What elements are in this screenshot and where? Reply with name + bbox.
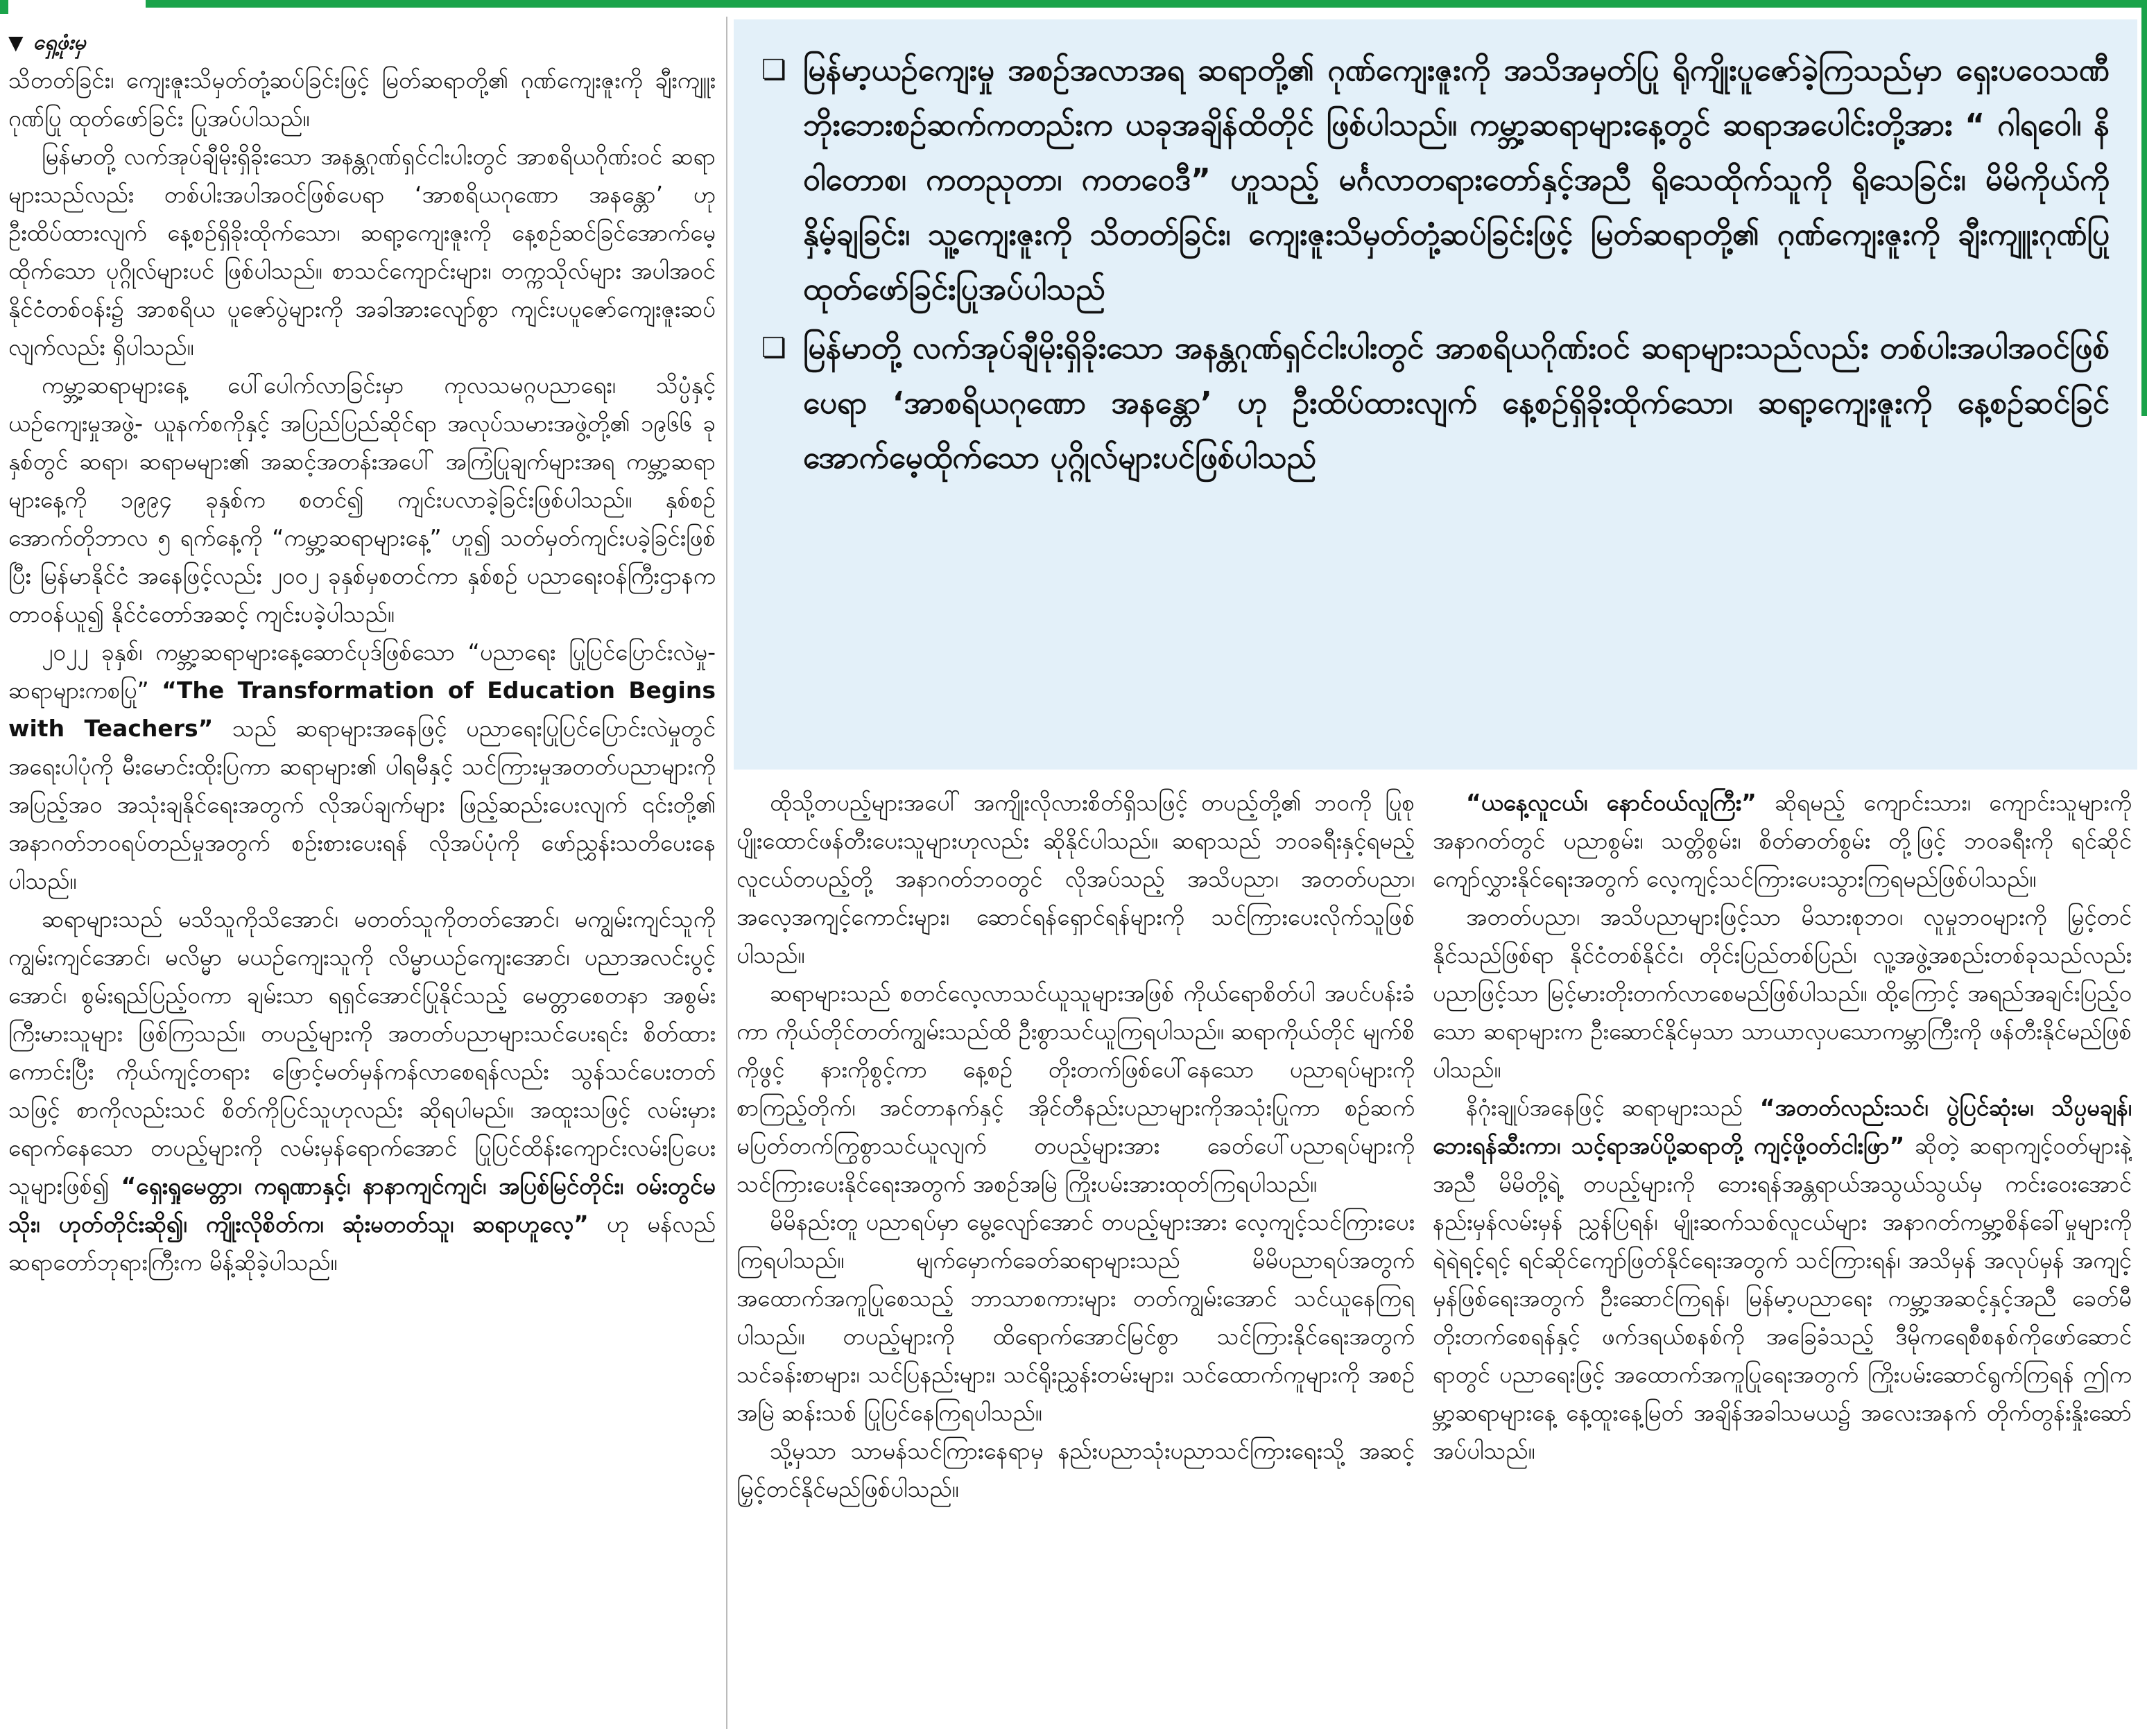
checkbox-bullet-icon: ❏ <box>761 332 786 364</box>
column-3 <box>1433 783 2132 1733</box>
paragraph: ကမ္ဘာ့ဆရာများနေ့ ပေါ်ပေါက်လာခြင်းမှာ ကုလသမဂ္ဂပညာရေး၊ သိပ္ပံနှင့် ယဉ်ကျေးမှုအဖွဲ့- ယူနက်စကိုနှင့် အပြည်ပြည်ဆိုင်ရာ အလုပ်သမားအဖွဲ့တို့၏ ၁၉၆၆ ခုနှစ်တွင် ဆရာ၊ ဆရာမများ၏ အဆင့်အတန်းအပေါ် အကြံပြုချက်များအရ ကမ္ဘာ့ဆရာများနေ့ကို ၁၉၉၄ ခုနှစ်က စတင်၍ ကျင်းပလာခဲ့ခြင်းဖြစ်ပါသည်။ နှစ်စဉ် အောက်တိုဘာလ ၅ ရက်နေ့ကို “ကမ္ဘာ့ဆရာများနေ့” ဟူ၍ သတ်မှတ်ကျင်းပခဲ့ခြင်းဖြစ်ပြီး မြန်မာနိုင်ငံ အနေဖြင့်လည်း ၂၀၀၂ ခုနှစ်မှစတင်ကာ နှစ်စဉ် ပညာရေးဝန်ကြီးဌာနက တာဝန်ယူ၍ နိုင်ငံတော်အဆင့် ကျင်းပခဲ့ပါသည်။ <box>8 372 716 627</box>
top-green-rule-left <box>0 0 8 14</box>
column-2 <box>736 783 1415 1733</box>
text-run: ဆိုတဲ့ ဆရာကျင့်ဝတ်များနဲ့အညီ မိမိတို့ရဲ့ တပည့်များကို ဘေးရန်အန္တရာယ်အသွယ်သွယ်မှ ကင်းဝေးအောင် နည်းမှန်လမ်းမှန် ညွှန်ပြရန်၊ မျိုးဆက်သစ်လူငယ်များ အနာဂတ်ကမ္ဘာ့စိန်ခေါ်မှုများကို ရဲရဲရင့်ရင့် ရင်ဆိုင်ကျော်ဖြတ်နိုင်ရေးအတွက် သင်ကြားရန်၊ အသိမှန် အလုပ်မှန် အကျင့်မှန်ဖြစ်ရေးအတွက် ဦးဆောင်ကြရန်၊ မြန်မာ့ပညာရေး ကမ္ဘာ့အဆင့်နှင့်အညီ ခေတ်မီတိုးတက်စေရန်နှင့် ဖက်ဒရယ်စနစ်ကို အခြေခံသည့် ဒီမိုကရေစီစနစ်ကိုဖော်ဆောင်ရာတွင် ပညာရေးဖြင့် အထောက်အကူပြုရေးအတွက် ကြိုးပမ်းဆောင်ရွက်ကြရန် ဤကမ္ဘာ့ဆရာများနေ့ နေ့ထူးနေ့မြတ် အချိန်အခါသမယ၌ အလေးအနက် တိုက်တွန်းနှိုးဆော်အပ်ပါသည်။ <box>1433 1132 2132 1464</box>
highlight-item <box>761 321 2110 485</box>
paragraph: သိတတ်ခြင်း၊ ကျေးဇူးသိမှတ်တုံ့ဆပ်ခြင်းဖြင့် မြတ်ဆရာတို့၏ ဂုဏ်ကျေးဇူးကို ချီးကျူးဂုဏ်ပြု ထုတ်ဖော်ခြင်း ပြုအပ်ပါသည်။ <box>8 67 716 132</box>
text-run: ၂၀၂၂ ခုနှစ်၊ ကမ္ဘာ့ဆရာများနေ့ဆောင်ပုဒ်ဖြစ်သော “ပညာရေး ပြုပြင်ပြောင်းလဲမှု- ဆရာများကစပြု” <box>8 639 716 704</box>
text-run: နိဂုံးချုပ်အနေဖြင့် ဆရာများသည် <box>1466 1094 1760 1121</box>
paragraph <box>1433 1088 2132 1470</box>
column-1 <box>8 28 716 1726</box>
highlight-item <box>761 43 2110 317</box>
paragraph: မိမိနည်းတူ ပညာရပ်မှာ မွေ့လျော်အောင် တပည့်များအား လေ့ကျင့်သင်ကြားပေးကြရပါသည်။ မျက်မှောက်ခေတ်ဆရာများသည် မိမိပညာရပ်အတွက် အထောက်အကူပြုစေသည့် ဘာသာစကားများ တတ်ကျွမ်းအောင် သင်ယူနေကြရပါသည်။ တပည့်များကို ထိရောက်အောင်မြင်စွာ သင်ကြားနိုင်ရေးအတွက် သင်ခန်းစာများ၊ သင်ပြနည်းများ၊ သင်ရိုးညွှန်းတမ်းများ၊ သင်ထောက်ကူများကို အစဉ်အမြဲ ဆန်းသစ် ပြုပြင်နေကြရပါသည်။ <box>736 1208 1415 1426</box>
paragraph <box>1433 898 2132 1088</box>
bold-quote: “ယနေ့လူငယ်၊ နောင်ဝယ်လူကြီး” <box>1466 789 1757 816</box>
continued-label: ရှေ့ဖုံးမှ <box>33 31 86 55</box>
continued-from-front <box>8 28 716 58</box>
text-run: ဆရာများသည် မသိသူကိုသိအောင်၊ မတတ်သူကိုတတ်အောင်၊ မကျွမ်းကျင်သူကို ကျွမ်းကျင်အောင်၊ မလိမ္မာ မယဉ်ကျေးသူကို လိမ္မာယဉ်ကျေးအောင်၊ ပညာအလင်းပွင့်အောင်၊ စွမ်းရည်ပြည့်ဝကာ ချမ်းသာ ရရှင်အောင်ပြုနိုင်သည့် မေတ္တာစေတနာ အစွမ်းကြီးမားသူများ ဖြစ်ကြသည်။ တပည့်များကို အတတ်ပညာများသင်ပေးရင်း စိတ်ထားကောင်းပြီး ကိုယ်ကျင့်တရား ဖြောင့်မတ်မှန်ကန်လာစေရန်လည်း သွန်သင်ပေးတတ်သဖြင့် စာကိုလည်းသင် စိတ်ကိုပြင်သူဟုလည်း ဆိုရပါမည်။ အထူးသဖြင့် လမ်းမှားရောက်နေသော တပည့်များကို လမ်းမှန်ရောက်အောင် ပြုပြင်ထိန်းကျောင်းလမ်းပြပေးသူများဖြစ်၍ <box>8 905 716 1199</box>
bold-quote: “ရှေးရှုမေတ္တာ၊ ကရုဏာနှင့်၊ နာနာကျင်ကျင်၊ အပြစ်မြင်တိုင်း၊ ဝမ်းတွင်မသိုး၊ ဟုတ်တိုင်းဆို၍၊ ကျိုးလိုစိတ်က၊ ဆုံးမတတ်သူ၊ ဆရာဟူလေ့” <box>8 1172 716 1238</box>
text-run: ဟု မန်လည်ဆရာတော်ဘုရားကြီးက မိန့်ဆိုခဲ့ပါသည်။ <box>8 1210 716 1276</box>
paragraph <box>1433 783 2132 898</box>
highlight-box <box>734 19 2137 770</box>
right-green-rule <box>2141 0 2147 416</box>
paragraph: ဆရာများသည် စတင်လေ့လာသင်ယူသူများအဖြစ် ကိုယ်ရောစိတ်ပါ အပင်ပန်းခံကာ ကိုယ်တိုင်တတ်ကျွမ်းသည်ထိ ဦးစွာသင်ယူကြရပါသည်။ ဆရာကိုယ်တိုင် မျက်စိကိုဖွင့် နားကိုစွင့်ကာ နေ့စဉ် တိုးတက်ဖြစ်ပေါ်နေသော ပညာရပ်များကို စာကြည့်တိုက်၊ အင်တာနက်နှင့် အိုင်တီနည်းပညာများကိုအသုံးပြုကာ စဉ်ဆက်မပြတ်တက်ကြွစွာသင်ယူလျက် တပည့်များအား ခေတ်ပေါ်ပညာရပ်များကို သင်ကြားပေးနိုင်ရေးအတွက် အစဉ်အမြဲ ကြိုးပမ်းအားထုတ်ကြရပါသည်။ <box>736 980 1415 1197</box>
paragraph: မြန်မာတို့ လက်အုပ်ချီမိုးရှိခိုးသော အနန္တဂုဏ်ရှင်ငါးပါးတွင် အာစရိယဂိုဏ်းဝင် ဆရာများသည်လည်း တစ်ပါးအပါအဝင်ဖြစ်ပေရာ ‘အာစရိယဂုဏော အနန္တော’ ဟု ဦးထိပ်ထားလျက် နေ့စဉ်ရှိခိုးထိုက်သော၊ ဆရာ့ကျေးဇူးကို နေ့စဉ်ဆင်ခြင်အောက်မေ့ထိုက်သော ပုဂ္ဂိုလ်များပင် ဖြစ်ပါသည်။ စာသင်ကျောင်းများ၊ တက္ကသိုလ်များ အပါအဝင် နိုင်ငံတစ်ဝန်း၌ အာစရိယ ပူဇော်ပွဲများကို အခါအားလျော်စွာ ကျင်းပပူဇော်ကျေးဇူးဆပ်လျက်လည်း ရှိပါသည်။ <box>8 143 716 361</box>
bold-quote: “အတတ်လည်းသင်၊ ပွဲပြင်ဆုံးမ၊ သိပ္ပမချန်၊ ဘေးရန်ဆီးကာ၊ သင့်ရာအပ်ပို့ဆရာတို့ ကျင့်ဖို့ဝတ်ငါးဖြာ” <box>1433 1094 2132 1159</box>
text-run: အတတ်ပညာ၊ အသိပညာများဖြင့်သာ မိသားစုဘဝ၊ လူမှုဘဝများကို မြှင့်တင်နိုင်သည်ဖြစ်ရာ နိုင်ငံတစ်နိုင်ငံ၊ တိုင်းပြည်တစ်ပြည်၊ လူ့အဖွဲ့အစည်းတစ်ခုသည်လည်း ပညာဖြင့်သာ မြင့်မားတိုးတက်လာစေမည်ဖြစ်ပါသည်။ ထို့ကြောင့် အရည်အချင်းပြည့်ဝသော ဆရာများက ဦးဆောင်နိုင်မှသာ သာယာလှပသောကမ္ဘာကြီးကို ဖန်တီးနိုင်မည်ဖြစ်ပါသည်။ <box>1433 903 2132 1083</box>
column-separator <box>726 17 727 1729</box>
paragraph: သို့မှသာ သာမန်သင်ကြားနေရာမှ နည်းပညာသုံးပညာသင်ကြားရေးသို့ အဆင့်မြှင့်တင်နိုင်မည်ဖြစ်ပါသည်။ <box>736 1437 1415 1502</box>
highlight-text: မြန်မာတို့ လက်အုပ်ချီမိုးရှိခိုးသော အနန္တဂုဏ်ရှင်ငါးပါးတွင် အာစရိယဂိုဏ်းဝင် ဆရာများသည်လည်း တစ်ပါးအပါအဝင်ဖြစ်ပေရာ ‘အာစရိယဂုဏော အနန္တော’ ဟု ဦးထိပ်ထားလျက် နေ့စဉ်ရှိခိုးထိုက်သော၊ ဆရာ့ကျေးဇူးကို နေ့စဉ်ဆင်ခြင်အောက်မေ့ထိုက်သော ပုဂ္ဂိုလ်များပင်ဖြစ်ပါသည် <box>803 331 2110 476</box>
paragraph <box>8 900 716 1281</box>
highlight-text: မြန်မာ့ယဉ်ကျေးမှု အစဉ်အလာအရ ဆရာတို့၏ ဂုဏ်ကျေးဇူးကို အသိအမှတ်ပြု ရိုကျိုးပူဇော်ခဲ့ကြသည်မှာ ရှေးပဝေသဏီ ဘိုးဘေးစဉ်ဆက်ကတည်းက ယခုအချိန်ထိတိုင် ဖြစ်ပါသည်။ ကမ္ဘာ့ဆရာများနေ့တွင် ဆရာအပေါင်းတို့အား “ ဂါရဝေါ၊ နိဝါတောစ၊ ကတညုတာ၊ ကတဝေဒီ” ဟူသည့် မင်္ဂလာတရားတော်နှင့်အညီ ရိုသေထိုက်သူကို ရိုသေခြင်း၊ မိမိကိုယ်ကို နှိမ့်ချခြင်း၊ သူ့ကျေးဇူးကို သိတတ်ခြင်း၊ ကျေးဇူးသိမှတ်တုံ့ဆပ်ခြင်းဖြင့် မြတ်ဆရာတို့၏ ဂုဏ်ကျေးဇူးကို ချီးကျူးဂုဏ်ပြု ထုတ်ဖော်ခြင်းပြုအပ်ပါသည် <box>803 53 2110 307</box>
triangle-down-icon: ▼ <box>8 31 24 54</box>
text-run: သည် ဆရာများအနေဖြင့် ပညာရေးပြုပြင်ပြောင်းလဲမှုတွင် အရေးပါပုံကို မီးမောင်းထိုးပြကာ ဆရာများ၏ ပါရမီနှင့် သင်ကြားမှုအတတ်ပညာများကို အပြည့်အဝ အသုံးချနိုင်ရေးအတွက် လိုအပ်ချက်များ ဖြည့်ဆည်းပေးလျက် ၎င်းတို့၏ အနာဂတ်ဘဝရပ်တည်မှုအတွက် စဉ်းစားပေးရန် လိုအပ်ပုံကို ဖော်ညွှန်းသတိပေးနေပါသည်။ <box>8 715 716 894</box>
text-run: ဆိုရမည့် ကျောင်းသား၊ ကျောင်းသူများကို အနာဂတ်တွင် ပညာစွမ်း၊ သတ္တိစွမ်း၊ စိတ်ဓာတ်စွမ်း တို့ဖြင့် ဘဝခရီးကို ရင်ဆိုင်ကျော်လွှားနိုင်ရေးအတွက် လေ့ကျင့်သင်ကြားပေးသွားကြရမည်ဖြစ်ပါသည်။ <box>1433 789 2132 892</box>
top-green-rule <box>146 0 2147 8</box>
bold-quote: “The Transformation of Education Begins with Teachers” <box>8 677 716 742</box>
checkbox-bullet-icon: ❏ <box>761 54 786 86</box>
paragraph <box>8 633 716 900</box>
paragraph: ထိုသို့တပည့်များအပေါ် အကျိုးလိုလားစိတ်ရှိသဖြင့် တပည့်တို့၏ ဘဝကို ပြုစုပျိုးထောင်ဖန်တီးပေးသူများဟုလည်း ဆိုနိုင်ပါသည်။ ဆရာသည် ဘဝခရီးနှင့်ရမည့်လူငယ်တပည့်တို့ အနာဂတ်ဘဝတွင် လိုအပ်သည့် အသိပညာ၊ အတတ်ပညာ၊ အလေ့အကျင့်ကောင်းများ၊ ဆောင်ရန်ရှောင်ရန်များကို သင်ကြားပေးလိုက်သူဖြစ်ပါသည်။ <box>736 789 1415 969</box>
